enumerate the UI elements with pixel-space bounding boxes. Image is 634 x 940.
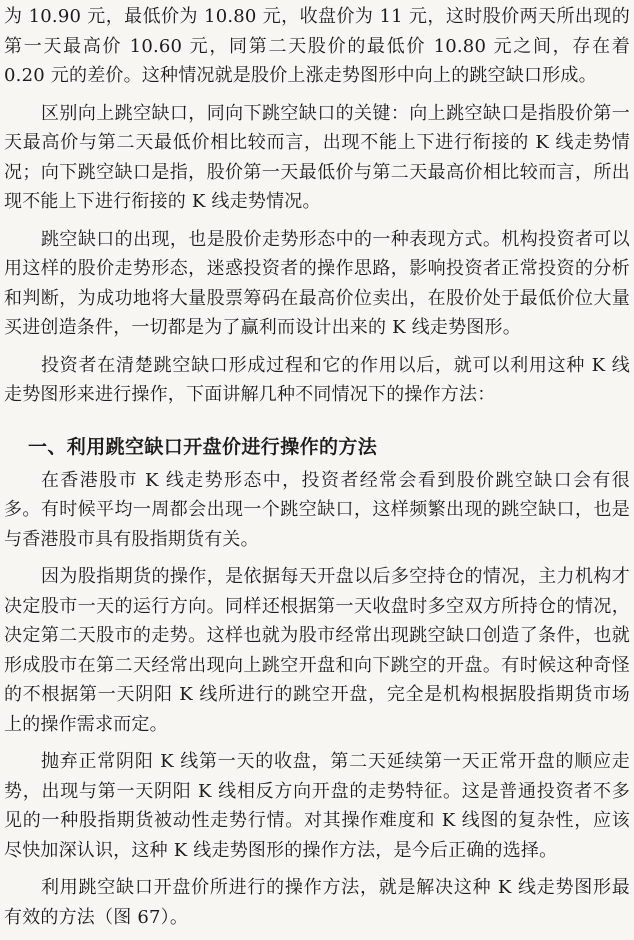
paragraph-conclusion: 利用跳空缺口开盘价所进行的操作方法，就是解决这种 K 线走势图形最有效的方法（图 67）。 — [4, 877, 630, 928]
document-page — [4, 2, 630, 940]
paragraph-investor-usage: 投资者在清楚跳空缺口形成过程和它的作用以后，就可以利用这种 K 线走势图形来进行操作，下面讲解几种不同情况下的操作方法： — [4, 354, 630, 405]
paragraph-gap-distinction: 区别向上跳空缺口，同向下跳空缺口的关键：向上跳空缺口是指股价第一天最高价与第二天最低价相比较而言，出现不能上下进行衔接的 K 线走势情况；向下跳空缺口是指，股价第一天最低价与第二天最高价相比较而言，所出现不能上下进行衔接的 K 线走势情况。 — [4, 102, 630, 212]
paragraph-gap-appearance: 跳空缺口的出现，也是股价走势形态中的一种表现方式。机构投资者可以用这样的股价走势形态，迷惑投资者的操作思路，影响投资者正常投资的分析和判断，为成功地将大量股票筹码在最高价位卖出，在股价处于最低价位大量买进创造条件，一切都是为了赢利而设计出来的 K 线走势图形。 — [4, 228, 630, 338]
paragraph-abandon-normal: 抛弃正常阴阳 K 线第一天的收盘，第二天延续第一天正常开盘的顺应走势，出现与第一天阴阳 K 线相反方向开盘的走势特征。这是普通投资者不多见的一种股指期货被动性走势行情。对其操作难度和 K 线图的复杂性，应该尽快加深认识，这种 K 线走势图形的操作方法，是今后正确的选择。 — [4, 751, 630, 861]
section-heading: 一、利用跳空缺口开盘价进行操作的方法 — [28, 435, 378, 458]
paragraph-hk-market: 在香港股市 K 线走势形态中，投资者经常会看到股价跳空缺口会有很多。有时候平均一周都会出现一个跳空缺口，这样频繁出现的跳空缺口，也是与香港股市具有股指期货有关。 — [4, 469, 630, 550]
paragraph-continued: 为 10.90 元，最低价为 10.80 元，收盘价为 11 元，这时股价两天所出现的第一天最高价 10.60 元，同第二天股价的最低价 10.80 元之间，存在着 0.20 元的差价。这种情况就是股价上涨走势图形中向上的跳空缺口形成。 — [4, 6, 630, 86]
paragraph-index-futures: 因为股指期货的操作，是依据每天开盘以后多空持仓的情况，主力机构才决定股市一天的运行方向。同样还根据第一天收盘时多空双方所持仓的情况，决定第二天股市的走势。这样也就为股市经常出现跳空缺口创造了条件，也就形成股市在第二天经常出现向上跳空开盘和向下跳空的开盘。有时候这种奇怪的不根据第一天阴阳 K 线所进行的跳空开盘，完全是机构根据股指期货市场上的操作需求而定。 — [4, 566, 630, 735]
